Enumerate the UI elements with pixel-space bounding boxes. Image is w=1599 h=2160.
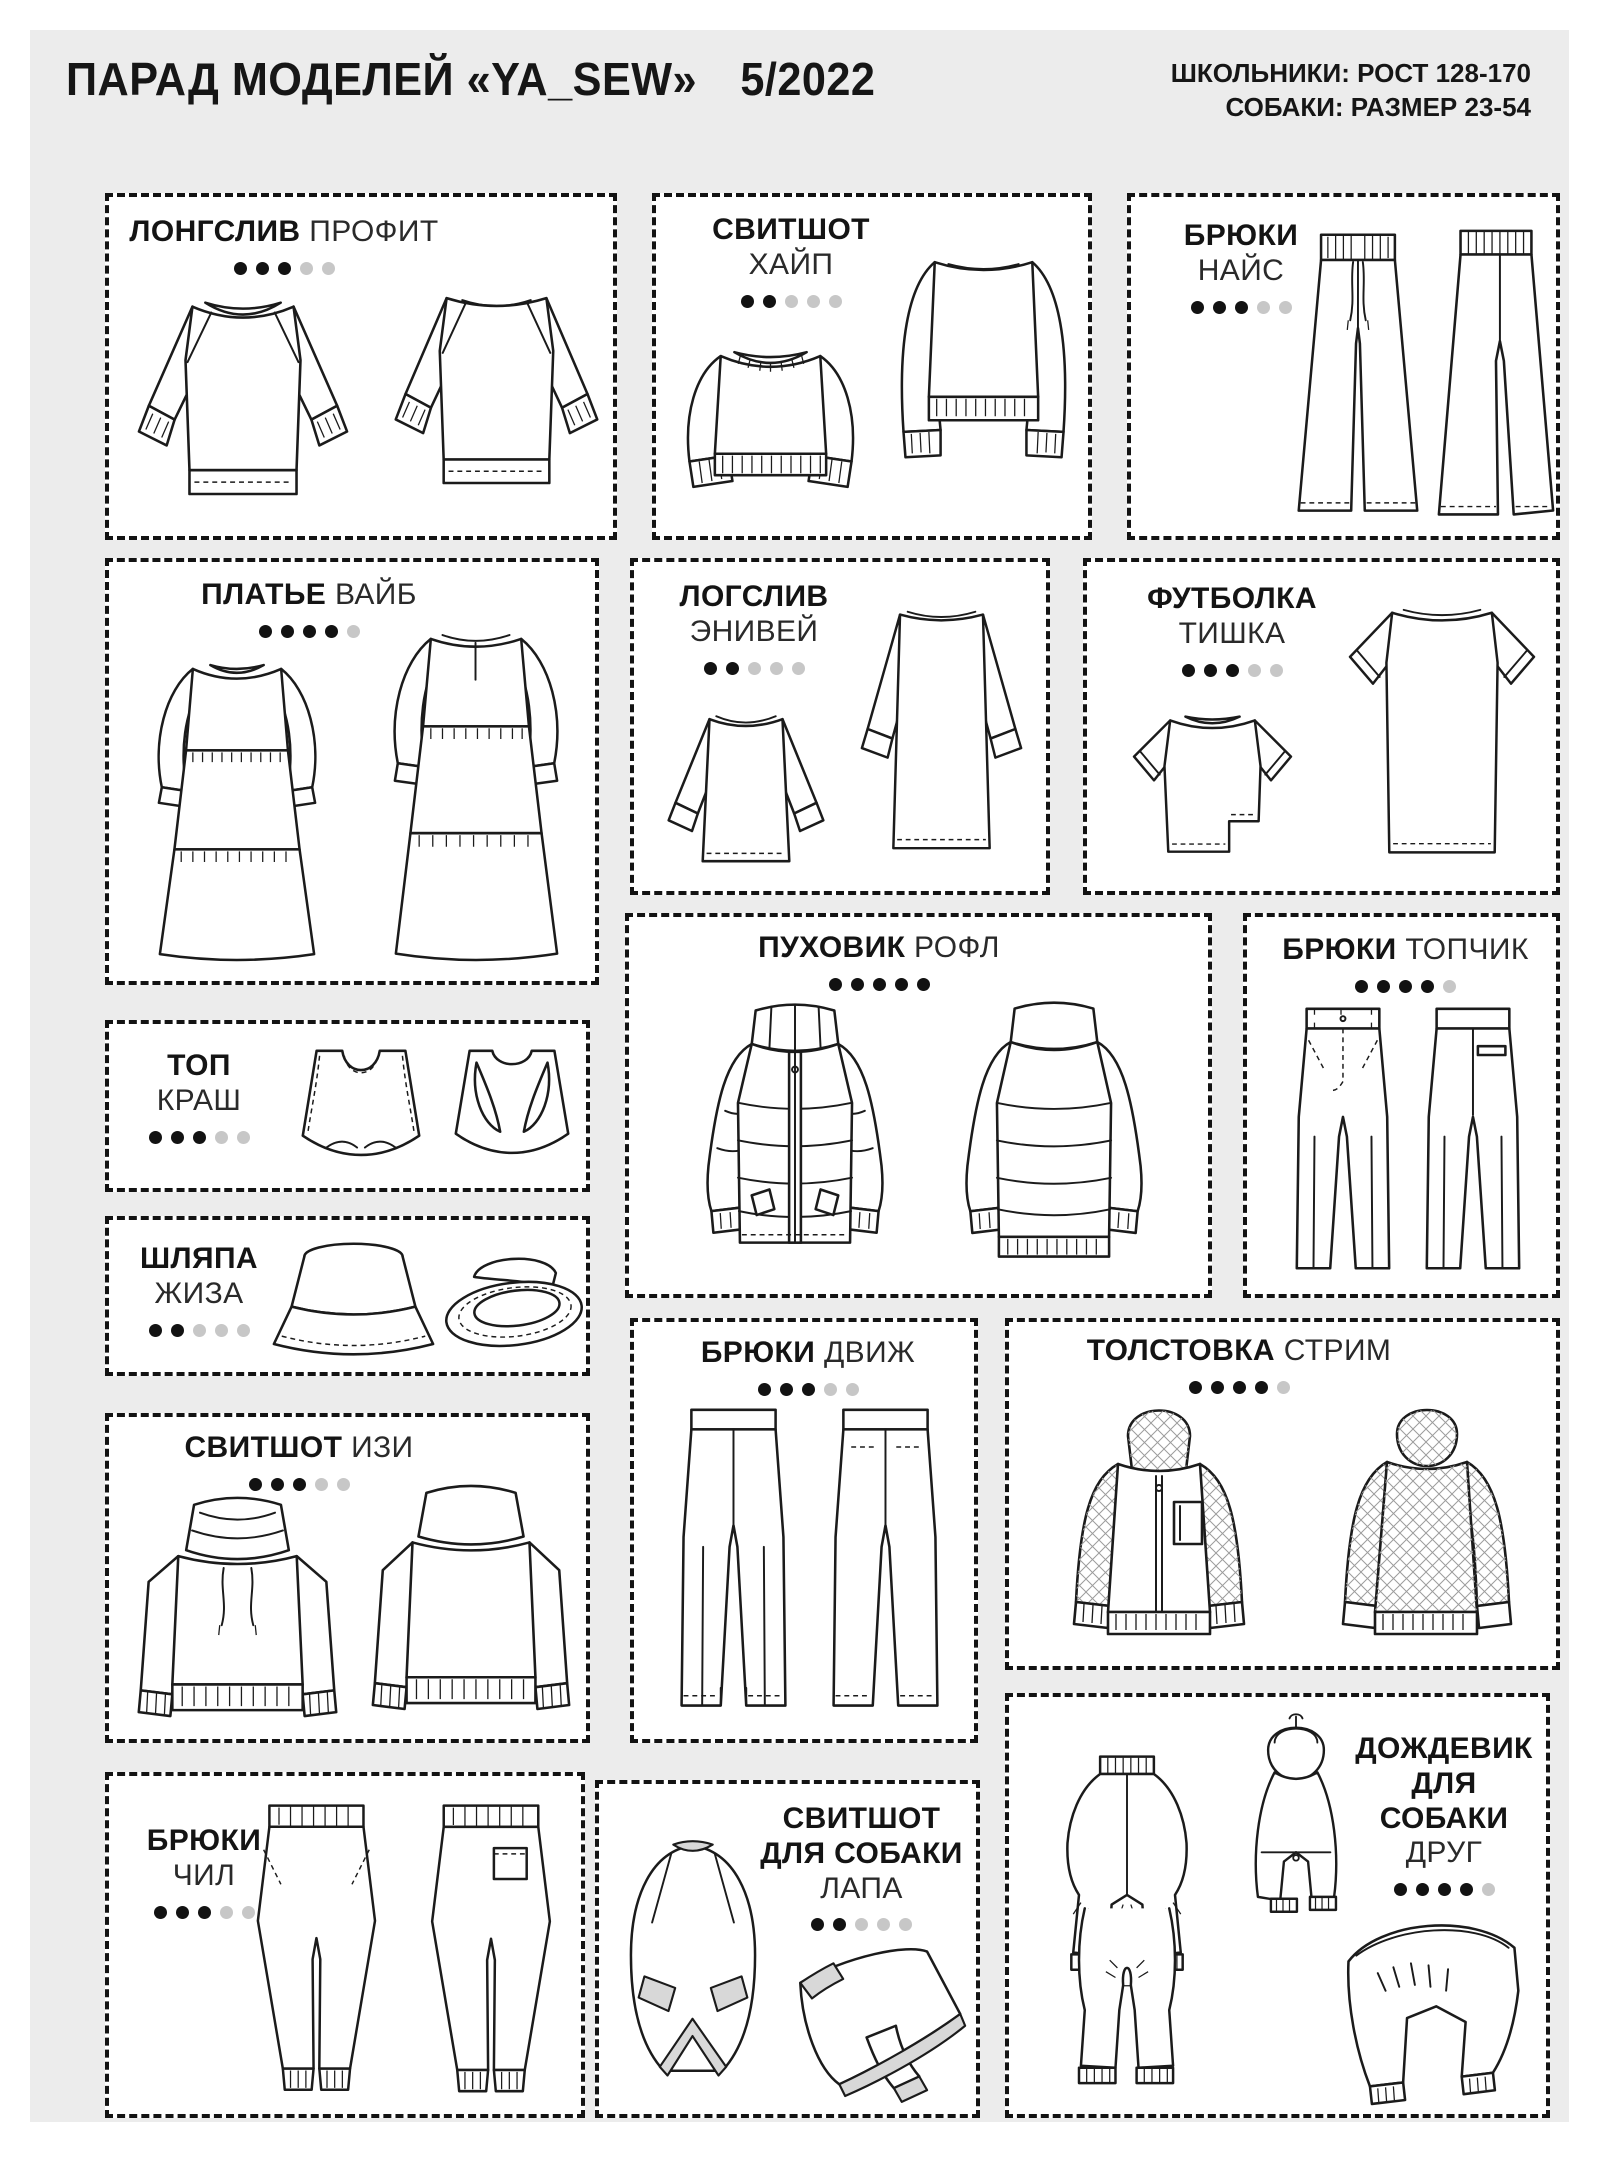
difficulty-dot [237, 1324, 250, 1337]
bucket-hat-underside-drawing [441, 1238, 587, 1360]
pattern-qualifier: ДЛЯ СОБАКИ [760, 1836, 963, 1870]
difficulty-rating [1087, 664, 1377, 677]
sports-bra-front-drawing [287, 1039, 435, 1177]
pattern-name: ТОПЧИК [1405, 933, 1529, 966]
pattern-card-joggers-chill [105, 1772, 585, 2118]
pattern-type: ЛОГСЛИВ [679, 580, 829, 613]
puffer-jacket-front-drawing [677, 983, 913, 1283]
difficulty-dot [1235, 301, 1248, 314]
pattern-type: БРЮКИ [146, 1824, 262, 1857]
difficulty-dot [741, 295, 754, 308]
difficulty-dot [1460, 1883, 1473, 1896]
pattern-type: СВИТШОТ [712, 213, 870, 246]
difficulty-dot [1248, 664, 1261, 677]
pattern-type: ТОП [167, 1049, 231, 1082]
difficulty-dot [846, 1383, 859, 1396]
difficulty-dot [1182, 664, 1195, 677]
difficulty-dot [193, 1324, 206, 1337]
difficulty-rating [749, 1918, 974, 1931]
difficulty-dot [149, 1324, 162, 1337]
pattern-card-pants-nice [1127, 193, 1560, 540]
difficulty-dot [303, 625, 316, 638]
pattern-name: РОФЛ [914, 931, 1000, 964]
difficulty-dot [899, 1918, 912, 1931]
pattern-name: ДВИЖ [823, 1336, 916, 1369]
wide-pants-back-drawing [1431, 223, 1559, 533]
pattern-qualifier: ДЛЯ СОБАКИ [1379, 1766, 1509, 1835]
difficulty-rating [1141, 301, 1341, 314]
difficulty-dot [1482, 1883, 1495, 1896]
page-canvas [30, 30, 1569, 2122]
pattern-card-sweatshirt-izi [105, 1413, 590, 1743]
tiered-dress-back-drawing [357, 602, 595, 971]
straight-pants-front-drawing [662, 1400, 804, 1723]
difficulty-rating [109, 1131, 289, 1144]
difficulty-dot [347, 625, 360, 638]
difficulty-dot [315, 1478, 328, 1491]
pattern-type: ЛОНГСЛИВ [129, 215, 301, 248]
trousers-front-drawing [1285, 999, 1398, 1284]
difficulty-dot [811, 1918, 824, 1931]
difficulty-dot [215, 1131, 228, 1144]
size-info-kids: ШКОЛЬНИКИ: РОСТ 128-170 [1170, 58, 1531, 88]
bucket-hat-side-drawing [267, 1230, 439, 1363]
difficulty-dot [249, 1478, 262, 1491]
difficulty-dot [1438, 1883, 1451, 1896]
difficulty-dot [704, 662, 717, 675]
difficulty-dot [1377, 980, 1390, 993]
difficulty-dot [300, 262, 313, 275]
difficulty-dot [176, 1906, 189, 1919]
difficulty-dot [325, 625, 338, 638]
issue-number: 5/2022 [740, 53, 876, 105]
pattern-card-dog-raincoat-drug [1005, 1693, 1550, 2118]
difficulty-rating [656, 295, 926, 308]
sports-bra-back-drawing [441, 1039, 584, 1177]
difficulty-dot [242, 1906, 255, 1919]
pattern-name: ЭНИВЕЙ [689, 614, 819, 648]
difficulty-rating [109, 625, 509, 638]
pattern-card-tshirt-tishka [1083, 558, 1560, 895]
pattern-card-top-crush [105, 1020, 590, 1192]
difficulty-dot [281, 625, 294, 638]
tiered-dress-front-drawing [123, 634, 351, 969]
difficulty-dot [1233, 1381, 1246, 1394]
difficulty-dot [278, 262, 291, 275]
trousers-back-drawing [1415, 999, 1528, 1284]
size-info [1171, 56, 1531, 125]
difficulty-dot [780, 1383, 793, 1396]
difficulty-dot [1277, 1381, 1290, 1394]
difficulty-dot [1213, 301, 1226, 314]
pattern-type: ШЛЯПА [140, 1242, 258, 1275]
difficulty-dot [748, 662, 761, 675]
difficulty-rating [1344, 1883, 1544, 1896]
pattern-card-sweatshirt-hype [652, 193, 1092, 540]
difficulty-rating [634, 1383, 982, 1396]
difficulty-dot [726, 662, 739, 675]
crop-sweatshirt-front-drawing [668, 319, 873, 529]
difficulty-dot [895, 978, 908, 991]
difficulty-rating [1247, 980, 1564, 993]
difficulty-rating [109, 1478, 489, 1491]
pattern-type: ТОЛСТОВКА [1086, 1334, 1275, 1367]
difficulty-dot [1255, 1381, 1268, 1394]
difficulty-dot [1191, 301, 1204, 314]
difficulty-dot [215, 1324, 228, 1337]
difficulty-dot [1399, 980, 1412, 993]
difficulty-dot [763, 295, 776, 308]
difficulty-rating [634, 662, 874, 675]
difficulty-dot [198, 1906, 211, 1919]
pattern-name: ПРОФИТ [309, 215, 439, 248]
difficulty-dot [193, 1131, 206, 1144]
pattern-name: ДРУГ [1405, 1836, 1483, 1870]
difficulty-dot [234, 262, 247, 275]
difficulty-dot [792, 662, 805, 675]
difficulty-dot [171, 1131, 184, 1144]
pattern-name: ЧИЛ [172, 1858, 236, 1892]
difficulty-dot [1189, 1381, 1202, 1394]
longsleeve-front-drawing [129, 265, 357, 528]
difficulty-dot [851, 978, 864, 991]
joggers-back-drawing [409, 1796, 573, 2095]
difficulty-dot [855, 1918, 868, 1931]
pattern-name: ЛАПА [820, 1871, 903, 1905]
pattern-type: ФУТБОЛКА [1147, 582, 1317, 615]
funnel-neck-hoodie-back-drawing [357, 1479, 585, 1737]
difficulty-dot [1257, 301, 1270, 314]
difficulty-dot [877, 1918, 890, 1931]
difficulty-dot [824, 1383, 837, 1396]
pattern-card-pants-dvizh [630, 1318, 978, 1743]
page-title [66, 52, 875, 106]
pattern-name: НАЙС [1197, 253, 1285, 287]
difficulty-rating [1009, 1381, 1469, 1394]
pattern-type: БРЮКИ [1282, 933, 1397, 966]
pattern-card-longsleeve-anyway [630, 558, 1050, 895]
difficulty-dot [171, 1324, 184, 1337]
difficulty-rating [109, 262, 459, 275]
pattern-card-dog-sweatshirt-lapa [595, 1780, 980, 2118]
pattern-type: ДОЖДЕВИК [1355, 1732, 1533, 1765]
difficulty-dot [807, 295, 820, 308]
difficulty-dot [1226, 664, 1239, 677]
longsleeve-front-drawing [656, 688, 836, 883]
pattern-type: ПЛАТЬЕ [201, 578, 327, 611]
pattern-card-hoodie-stream [1005, 1318, 1560, 1670]
difficulty-dot [1421, 980, 1434, 993]
difficulty-dot [256, 262, 269, 275]
longsleeve-back-drawing [384, 259, 609, 518]
difficulty-dot [237, 1131, 250, 1144]
quilted-hoodie-front-drawing [1034, 1384, 1284, 1659]
dog-raincoat-back-drawing [1031, 1749, 1223, 2099]
pattern-name: ЖИЗА [154, 1276, 244, 1310]
pattern-name: СТРИМ [1283, 1334, 1392, 1367]
page-title-text: ПАРАД МОДЕЛЕЙ «YA_SEW» [66, 53, 698, 105]
tshirt-front-drawing [1115, 690, 1310, 880]
difficulty-dot [1211, 1381, 1224, 1394]
difficulty-dot [259, 625, 272, 638]
pattern-card-dress-vibe [105, 558, 599, 985]
pattern-name: ИЗИ [351, 1431, 414, 1464]
difficulty-dot [873, 978, 886, 991]
pattern-name: ВАЙБ [334, 578, 417, 611]
difficulty-dot [829, 978, 842, 991]
quilted-hoodie-back-drawing [1309, 1390, 1544, 1660]
size-info-dogs: СОБАКИ: РАЗМЕР 23-54 [1225, 92, 1531, 123]
pattern-type: СВИТШОТ [782, 1802, 941, 1835]
pattern-card-trousers-topchik [1243, 913, 1560, 1298]
funnel-neck-hoodie-front-drawing [121, 1489, 353, 1736]
difficulty-dot [322, 262, 335, 275]
difficulty-dot [758, 1383, 771, 1396]
difficulty-dot [1279, 301, 1292, 314]
dog-raincoat-pants-drawing [1327, 1897, 1532, 2112]
pattern-name: ТИШКА [1178, 616, 1286, 650]
difficulty-rating [109, 1906, 299, 1919]
pattern-type: ПУХОВИК [758, 931, 906, 964]
pattern-type: СВИТШОТ [184, 1431, 343, 1464]
difficulty-dot [833, 1918, 846, 1931]
difficulty-dot [337, 1478, 350, 1491]
difficulty-dot [293, 1478, 306, 1491]
difficulty-dot [829, 295, 842, 308]
difficulty-dot [220, 1906, 233, 1919]
difficulty-dot [802, 1383, 815, 1396]
straight-pants-back-drawing [814, 1400, 956, 1723]
difficulty-rating [109, 1324, 289, 1337]
difficulty-dot [917, 978, 930, 991]
difficulty-dot [149, 1131, 162, 1144]
pattern-card-longsleeve-profit [105, 193, 617, 540]
difficulty-rating [629, 978, 1129, 991]
pattern-name: ХАЙП [748, 247, 834, 281]
difficulty-dot [785, 295, 798, 308]
dog-sweatshirt-side-drawing [771, 1936, 971, 2116]
difficulty-dot [1416, 1883, 1429, 1896]
pattern-card-puffer-rofl [625, 913, 1212, 1298]
difficulty-dot [1355, 980, 1368, 993]
pattern-card-hat-zhiza [105, 1216, 590, 1376]
difficulty-dot [1270, 664, 1283, 677]
pattern-type: БРЮКИ [1183, 219, 1299, 252]
puffer-jacket-back-drawing [931, 983, 1177, 1283]
difficulty-dot [770, 662, 783, 675]
difficulty-dot [271, 1478, 284, 1491]
difficulty-dot [154, 1906, 167, 1919]
difficulty-dot [1443, 980, 1456, 993]
pattern-type: БРЮКИ [700, 1336, 816, 1369]
difficulty-dot [1394, 1883, 1407, 1896]
pattern-name: КРАШ [156, 1083, 242, 1117]
difficulty-dot [1204, 664, 1217, 677]
